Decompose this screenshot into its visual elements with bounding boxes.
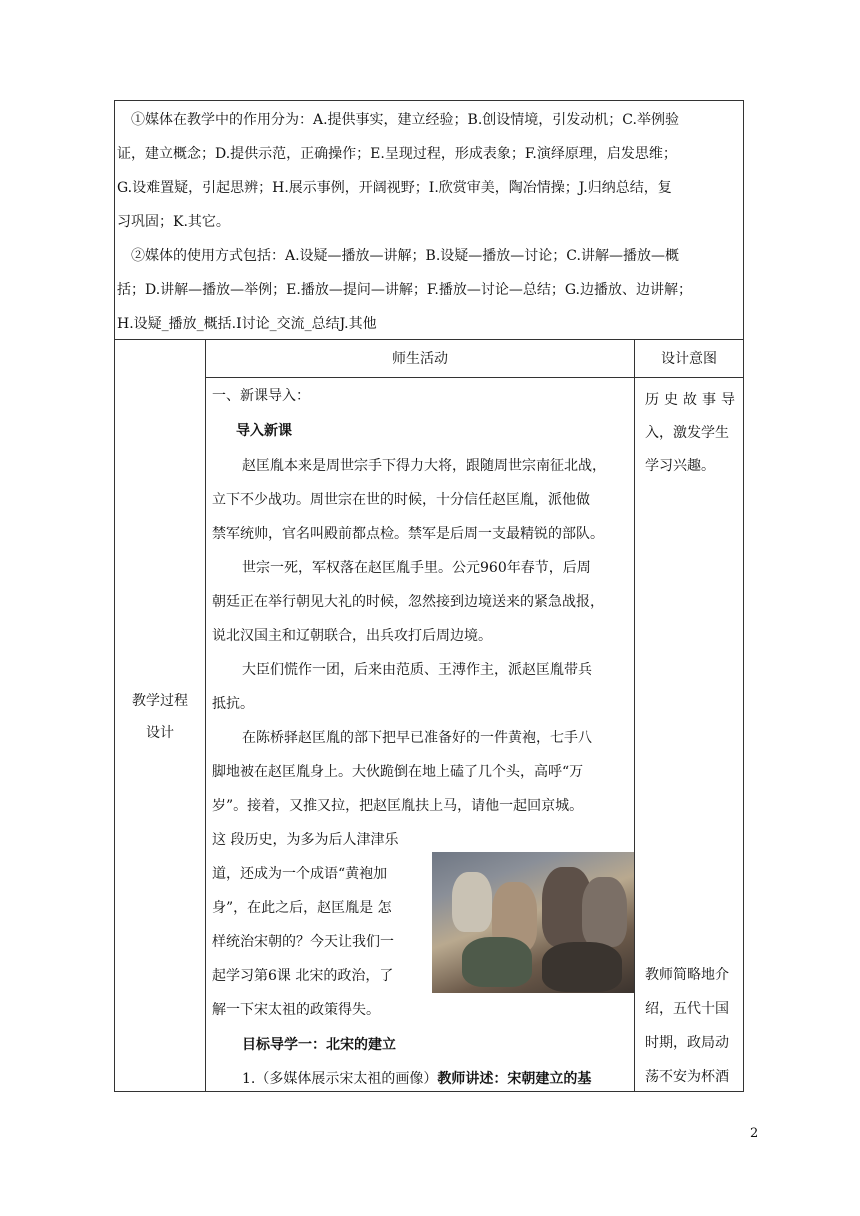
p4-line: 岁”。接着，又推又拉，把赵匡胤扶上马，请他一起回京城。	[212, 798, 584, 814]
page-number: 2	[750, 1126, 759, 1141]
painting-figure	[462, 937, 532, 987]
p5-line: 这 段历史，为多为后人津津乐	[212, 832, 399, 848]
media-para1-line: 习巩固；K.其它。	[117, 214, 230, 230]
painting-figure	[582, 877, 627, 947]
table-col-divider-2	[634, 339, 635, 1092]
p3-line: 大臣们慌作一团，后来由范质、王溥作主，派赵匡胤带兵	[242, 662, 592, 678]
intent-line: 历史故事导	[645, 392, 740, 408]
p2-line: 朝廷正在举行朝见大礼的时候，忽然接到边境送来的紧急战报，	[212, 594, 604, 610]
item1-line	[242, 1062, 591, 1096]
p1-line: 立下不少战功。周世宗在世的时候，十分信任赵匡胤，派他做	[212, 492, 590, 508]
p4-line: 在陈桥驿赵匡胤的部下把早已准备好的一件黄袍，七手八	[242, 730, 592, 746]
p1-line: 禁军统帅，官名叫殿前都点检。禁军是后周一支最精锐的部队。	[212, 526, 604, 542]
row-label-line1: 教学过程	[132, 693, 188, 709]
p5-line: 起学习第6课 北宋的政治，了	[212, 968, 394, 984]
p3-line: 抵抗。	[212, 696, 254, 712]
media-para2-line: ②媒体的使用方式包括：A.设疑—播放—讲解；B.设疑—播放—讨论；C.讲解—播放—概	[117, 248, 679, 264]
p4-line: 脚地被在赵匡胤身上。大伙跪倒在地上磕了几个头，高呼“万	[212, 764, 584, 780]
p5-line: 道，还成为一个成语“黄袍加	[212, 866, 388, 882]
item1-bold: 教师讲述：宋朝建立的基	[437, 1071, 592, 1087]
media-para2-line: H.设疑_播放_概括.I讨论_交流_总结J.其他	[117, 316, 377, 332]
table-border-right-top	[743, 100, 744, 377]
header-activity: 师生活动	[392, 351, 448, 367]
table-col-divider-1	[205, 339, 206, 1092]
painting-image	[432, 852, 634, 993]
goal-heading: 目标导学一：北宋的建立	[242, 1037, 396, 1053]
row-label-line2: 设计	[146, 725, 174, 741]
header-intent: 设计意图	[661, 351, 717, 367]
painting-figure	[452, 872, 492, 932]
p2-line: 说北汉国主和辽朝联合，出兵攻打后周边境。	[212, 628, 492, 644]
table-border-top	[114, 100, 744, 101]
media-usage-section	[117, 103, 741, 341]
media-para1-line: G.设难置疑，引起思辨；H.展示事例，开阔视野；I.欣赏审美，陶冶情操；J.归纳总结，复	[117, 180, 672, 196]
intent-line: 时期，政局动	[645, 1035, 729, 1051]
intent-line: 绍，五代十国	[645, 1001, 729, 1017]
table-border-left	[114, 100, 115, 1092]
p2-line: 世宗一死，军权落在赵匡胤手里。公元960年春节，后周	[242, 560, 591, 576]
intent-line: 荡不安为杯酒	[645, 1069, 729, 1085]
table-border-right-bottom	[743, 377, 744, 1092]
p5-line: 样统治宋朝的？今天让我们一	[212, 934, 394, 950]
media-para2-line: 括；D.讲解—播放—举例；E.播放—提问—讲解；F.播放—讨论—总结；G.边播放、边讲解；	[117, 282, 692, 298]
intent-line: 学习兴趣。	[645, 458, 715, 474]
intent-line: 入，激发学生	[645, 425, 729, 441]
item1-prefix: 1.（多媒体展示宋太祖的画像）	[242, 1071, 438, 1087]
table-header-bottom	[205, 377, 744, 378]
section-title: 一、新课导入：	[212, 388, 310, 404]
subtitle: 导入新课	[236, 423, 292, 439]
p1-line: 赵匡胤本来是周世宗手下得力大将，跟随周世宗南征北战，	[242, 458, 606, 474]
p5-line: 解一下宋太祖的政策得失。	[212, 1002, 380, 1018]
painting-figure	[542, 942, 622, 992]
p5-line: 身”，在此之后，赵匡胤是 怎	[212, 900, 392, 916]
media-para1-line: 证，建立概念；D.提供示范，正确操作；E.呈现过程，形成表象；F.演绎原理，启发思维；	[117, 146, 677, 162]
intent-line: 教师简略地介	[645, 967, 729, 983]
media-para1-line: ①媒体在教学中的作用分为：A.提供事实，建立经验；B.创设情境，引发动机；C.举例验	[117, 112, 679, 128]
